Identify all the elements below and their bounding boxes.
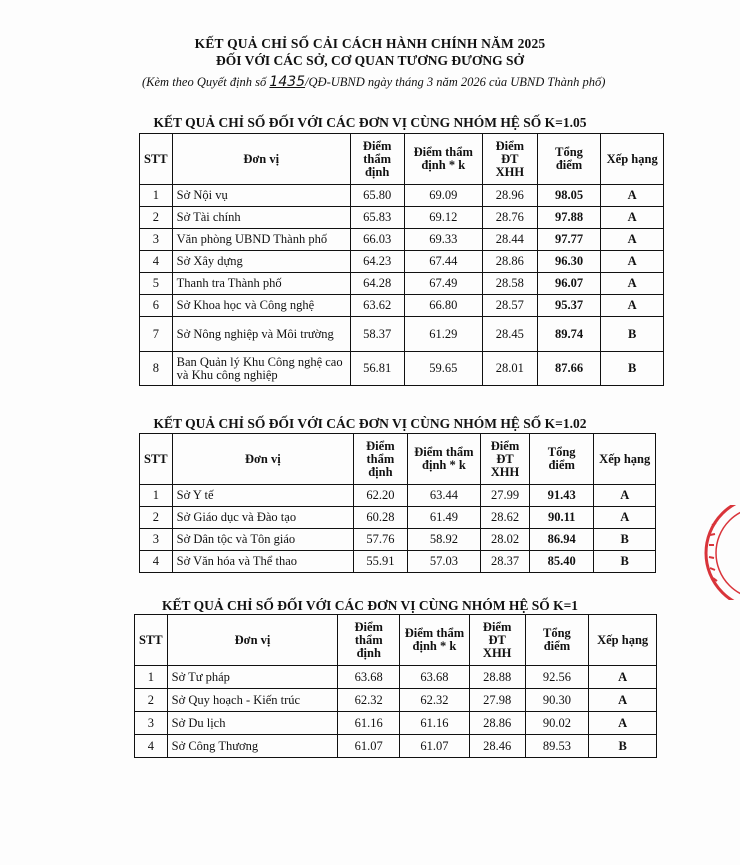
cell-appraisal-k: 66.80 (404, 295, 482, 317)
col-survey: Điểm ĐT XHH (482, 134, 537, 185)
cell-stt: 1 (135, 666, 168, 689)
table-row (135, 689, 657, 712)
cell-total: 98.05 (537, 185, 601, 207)
cell-rank: B (594, 551, 656, 573)
cell-appraisal: 57.76 (354, 529, 408, 551)
cell-total: 90.30 (525, 689, 589, 712)
cell-appraisal-k: 69.12 (404, 207, 482, 229)
table-row (140, 352, 664, 386)
cell-unit: Sở Quy hoạch - Kiến trúc (167, 689, 338, 712)
cell-total: 96.30 (537, 251, 601, 273)
cell-rank: A (594, 485, 656, 507)
cell-rank: A (589, 712, 657, 735)
cell-survey: 28.57 (482, 295, 537, 317)
col-appraisal-k: Điểm thẩm định * k (400, 615, 470, 666)
decision-number: 1435 (269, 74, 306, 90)
cell-rank: A (589, 666, 657, 689)
cell-appraisal-k: 59.65 (404, 352, 482, 386)
decision-prefix: (Kèm theo Quyết định số (142, 75, 270, 89)
cell-appraisal-k: 63.44 (407, 485, 480, 507)
seal-stamp-icon (700, 505, 740, 600)
cell-unit: Sở Khoa học và Công nghệ (172, 295, 350, 317)
cell-stt: 1 (140, 185, 173, 207)
cell-stt: 1 (140, 485, 173, 507)
cell-unit: Thanh tra Thành phố (172, 273, 350, 295)
cell-survey: 28.96 (482, 185, 537, 207)
cell-unit: Văn phòng UBND Thành phố (172, 229, 350, 251)
table-row (140, 507, 656, 529)
cell-survey: 28.88 (469, 666, 525, 689)
col-appraisal: Điểm thẩm định (338, 615, 400, 666)
cell-appraisal: 63.68 (338, 666, 400, 689)
section-title-k105: KẾT QUẢ CHỈ SỐ ĐỐI VỚI CÁC ĐƠN VỊ CÙNG NHÓM HỆ SỐ K=1.05 (153, 115, 587, 130)
cell-total: 89.53 (525, 735, 589, 758)
cell-total: 95.37 (537, 295, 601, 317)
cell-rank: A (594, 507, 656, 529)
cell-stt: 4 (140, 551, 173, 573)
col-stt: STT (135, 615, 168, 666)
cell-appraisal: 65.83 (350, 207, 404, 229)
cell-survey: 28.44 (482, 229, 537, 251)
cell-appraisal-k: 61.49 (407, 507, 480, 529)
cell-appraisal-k: 67.44 (404, 251, 482, 273)
cell-appraisal: 58.37 (350, 317, 404, 352)
result-table-k102 (139, 433, 656, 573)
section-title-k102: KẾT QUẢ CHỈ SỐ ĐỐI VỚI CÁC ĐƠN VỊ CÙNG NHÓM HỆ SỐ K=1.02 (153, 416, 587, 431)
table-row (140, 551, 656, 573)
cell-unit: Sở Văn hóa và Thể thao (172, 551, 353, 573)
cell-stt: 8 (140, 352, 173, 386)
cell-appraisal: 56.81 (350, 352, 404, 386)
cell-survey: 28.46 (469, 735, 525, 758)
cell-survey: 28.01 (482, 352, 537, 386)
cell-unit: Sở Nội vụ (172, 185, 350, 207)
col-total: Tổng điểm (529, 434, 594, 485)
cell-stt: 2 (140, 207, 173, 229)
col-survey: Điểm ĐT XHH (481, 434, 530, 485)
col-appraisal: Điểm thẩm định (350, 134, 404, 185)
col-stt: STT (140, 434, 173, 485)
cell-rank: B (601, 352, 664, 386)
cell-appraisal: 65.80 (350, 185, 404, 207)
table-row (140, 251, 664, 273)
cell-rank: B (589, 735, 657, 758)
cell-stt: 3 (140, 529, 173, 551)
cell-survey: 28.86 (469, 712, 525, 735)
cell-rank: A (601, 229, 664, 251)
cell-survey: 28.37 (481, 551, 530, 573)
official-seal-stamp (700, 505, 740, 600)
cell-stt: 3 (135, 712, 168, 735)
table-row (135, 735, 657, 758)
decision-suffix: /QĐ-UBND ngày tháng 3 năm 2026 của UBND Thành phố) (305, 75, 606, 89)
result-table-k1 (134, 614, 657, 758)
col-total: Tổng điểm (525, 615, 589, 666)
cell-rank: A (601, 207, 664, 229)
cell-appraisal-k: 58.92 (407, 529, 480, 551)
cell-appraisal-k: 62.32 (400, 689, 470, 712)
col-appraisal-k: Điểm thẩm định * k (404, 134, 482, 185)
table-row (140, 273, 664, 295)
cell-rank: B (594, 529, 656, 551)
cell-total: 86.94 (529, 529, 594, 551)
section-title-k1: KẾT QUẢ CHỈ SỐ ĐỐI VỚI CÁC ĐƠN VỊ CÙNG NHÓM HỆ SỐ K=1 (161, 598, 579, 613)
cell-total: 96.07 (537, 273, 601, 295)
cell-total: 91.43 (529, 485, 594, 507)
cell-appraisal: 61.16 (338, 712, 400, 735)
cell-unit: Sở Y tế (172, 485, 353, 507)
cell-total: 97.88 (537, 207, 601, 229)
cell-appraisal-k: 57.03 (407, 551, 480, 573)
table-row (140, 207, 664, 229)
cell-total: 87.66 (537, 352, 601, 386)
cell-unit: Sở Du lịch (167, 712, 338, 735)
cell-appraisal-k: 67.49 (404, 273, 482, 295)
cell-appraisal: 66.03 (350, 229, 404, 251)
document-title: KẾT QUẢ CHỈ SỐ CẢI CÁCH HÀNH CHÍNH NĂM 2025 (194, 36, 546, 51)
cell-survey: 28.86 (482, 251, 537, 273)
cell-rank: B (601, 317, 664, 352)
cell-appraisal-k: 69.09 (404, 185, 482, 207)
table-header-row (135, 615, 657, 666)
cell-survey: 28.76 (482, 207, 537, 229)
cell-appraisal: 64.23 (350, 251, 404, 273)
cell-appraisal: 61.07 (338, 735, 400, 758)
cell-appraisal-k: 69.33 (404, 229, 482, 251)
cell-stt: 4 (135, 735, 168, 758)
cell-stt: 7 (140, 317, 173, 352)
col-appraisal: Điểm thẩm định (354, 434, 408, 485)
cell-appraisal: 62.32 (338, 689, 400, 712)
cell-stt: 2 (135, 689, 168, 712)
cell-survey: 27.98 (469, 689, 525, 712)
table-row (140, 295, 664, 317)
col-rank: Xếp hạng (594, 434, 656, 485)
cell-unit: Sở Dân tộc và Tôn giáo (172, 529, 353, 551)
cell-unit: Sở Tài chính (172, 207, 350, 229)
document-subtitle: ĐỐI VỚI CÁC SỞ, CƠ QUAN TƯƠNG ĐƯƠNG SỞ (216, 53, 524, 68)
cell-stt: 5 (140, 273, 173, 295)
cell-total: 89.74 (537, 317, 601, 352)
cell-stt: 4 (140, 251, 173, 273)
col-survey: Điểm ĐT XHH (469, 615, 525, 666)
cell-appraisal: 62.20 (354, 485, 408, 507)
cell-survey: 28.02 (481, 529, 530, 551)
cell-appraisal: 55.91 (354, 551, 408, 573)
table-row (140, 485, 656, 507)
cell-appraisal-k: 61.16 (400, 712, 470, 735)
cell-unit: Sở Nông nghiệp và Môi trường (172, 317, 350, 352)
table-row (140, 529, 656, 551)
cell-appraisal: 60.28 (354, 507, 408, 529)
col-unit: Đơn vị (172, 434, 353, 485)
cell-total: 90.02 (525, 712, 589, 735)
cell-unit: Sở Công Thương (167, 735, 338, 758)
cell-stt: 3 (140, 229, 173, 251)
cell-total: 97.77 (537, 229, 601, 251)
cell-rank: A (601, 273, 664, 295)
table-header-row (140, 434, 656, 485)
cell-unit: Sở Giáo dục và Đào tạo (172, 507, 353, 529)
cell-stt: 2 (140, 507, 173, 529)
cell-survey: 28.45 (482, 317, 537, 352)
col-unit: Đơn vị (167, 615, 338, 666)
cell-appraisal: 64.28 (350, 273, 404, 295)
cell-appraisal-k: 61.07 (400, 735, 470, 758)
cell-appraisal-k: 63.68 (400, 666, 470, 689)
cell-rank: A (601, 295, 664, 317)
col-stt: STT (140, 134, 173, 185)
cell-unit: Sở Xây dựng (172, 251, 350, 273)
col-rank: Xếp hạng (589, 615, 657, 666)
cell-unit: Ban Quản lý Khu Công nghệ cao và Khu công nghiệp (172, 352, 350, 386)
cell-total: 85.40 (529, 551, 594, 573)
table-row (140, 229, 664, 251)
cell-rank: A (589, 689, 657, 712)
cell-rank: A (601, 185, 664, 207)
result-table-k105 (139, 133, 664, 386)
col-rank: Xếp hạng (601, 134, 664, 185)
table-header-row (140, 134, 664, 185)
cell-survey: 28.62 (481, 507, 530, 529)
cell-appraisal-k: 61.29 (404, 317, 482, 352)
cell-unit: Sở Tư pháp (167, 666, 338, 689)
col-total: Tổng điểm (537, 134, 601, 185)
col-unit: Đơn vị (172, 134, 350, 185)
cell-total: 92.56 (525, 666, 589, 689)
cell-stt: 6 (140, 295, 173, 317)
table-row (135, 666, 657, 689)
cell-survey: 27.99 (481, 485, 530, 507)
table-row (140, 185, 664, 207)
col-appraisal-k: Điểm thẩm định * k (407, 434, 480, 485)
cell-total: 90.11 (529, 507, 594, 529)
cell-rank: A (601, 251, 664, 273)
cell-survey: 28.58 (482, 273, 537, 295)
decision-reference (142, 74, 662, 90)
table-row (135, 712, 657, 735)
cell-appraisal: 63.62 (350, 295, 404, 317)
table-row (140, 317, 664, 352)
